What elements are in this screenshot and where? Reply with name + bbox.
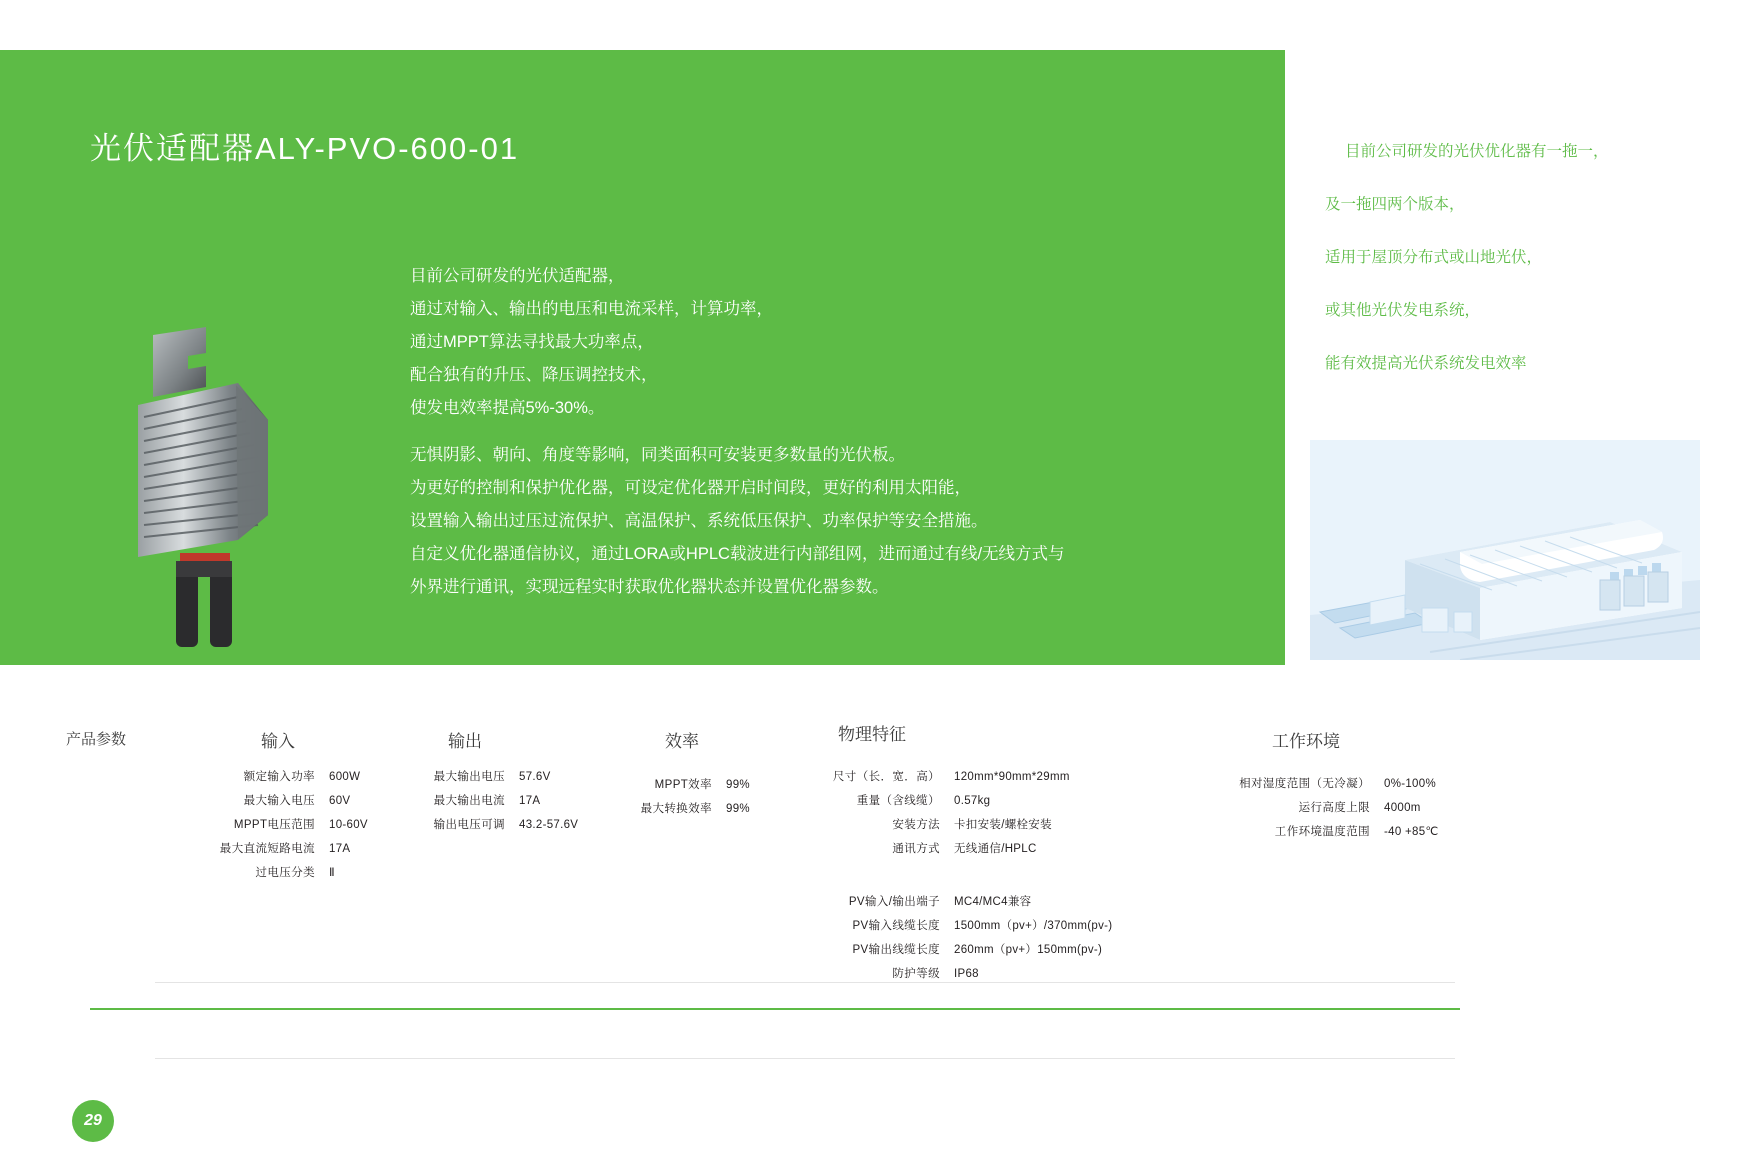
spec-key: 最大直流短路电流 xyxy=(219,843,315,855)
spec-key: 最大输入电压 xyxy=(243,795,315,807)
spec-rows-physical xyxy=(820,765,1154,861)
hero-description xyxy=(410,260,1210,604)
spec-group-title-physical: 物理特征 xyxy=(838,725,906,744)
spec-row xyxy=(612,797,806,821)
spec-key: 工作环境温度范围 xyxy=(1274,826,1370,838)
spec-key: MPPT效率 xyxy=(654,779,712,791)
spec-key: 防护等级 xyxy=(892,968,940,980)
hero-line: 通过MPPT算法寻找最大功率点， xyxy=(410,333,654,351)
page-number-badge: 29 xyxy=(72,1100,114,1142)
right-line: 能有效提高光伏系统发电效率 xyxy=(1325,355,1527,372)
spec-value: 99% xyxy=(726,779,750,791)
spec-group-title-environment: 工作环境 xyxy=(1272,732,1340,751)
spec-group-title-input: 输入 xyxy=(261,732,295,751)
application-scene-image xyxy=(1310,440,1700,660)
spec-section-label: 产品参数 xyxy=(66,731,127,748)
spec-value: 260mm（pv+）150mm(pv-) xyxy=(954,944,1103,956)
spec-row xyxy=(190,861,449,885)
spec-row xyxy=(1185,772,1524,796)
spec-key: PV输入线缆长度 xyxy=(852,920,940,932)
spec-row xyxy=(1185,796,1524,820)
spec-value: 120mm*90mm*29mm xyxy=(954,771,1070,783)
spec-value: 4000m xyxy=(1384,802,1421,814)
spec-row xyxy=(820,837,1154,861)
spec-row xyxy=(820,813,1154,837)
divider-light-top xyxy=(155,982,1455,983)
spec-row xyxy=(395,789,639,813)
spec-group-title-output: 输出 xyxy=(448,732,482,751)
right-line: 适用于屋顶分布式或山地光伏， xyxy=(1325,249,1543,266)
hero-line: 使发电效率提高5%-30%。 xyxy=(410,399,605,417)
hero-line: 配合独有的升压、降压调控技术， xyxy=(410,366,658,384)
hero-paragraph-2 xyxy=(410,439,1210,604)
spec-key: PV输入/输出端子 xyxy=(848,896,940,908)
hero-paragraph-1 xyxy=(410,260,1210,425)
spec-value: 0%-100% xyxy=(1384,778,1436,790)
spec-value: IP68 xyxy=(954,968,979,980)
spec-row xyxy=(820,914,1194,938)
spec-row xyxy=(395,765,639,789)
spec-value: 57.6V xyxy=(519,771,551,783)
hero-line: 设置输入输出过压过流保护、高温保护、系统低压保护、功率保护等安全措施。 xyxy=(410,512,988,530)
spec-key: MPPT电压范围 xyxy=(233,819,315,831)
spec-value: 无线通信/HPLC xyxy=(954,843,1037,855)
spec-row xyxy=(820,890,1194,914)
spec-value: 17A xyxy=(519,795,541,807)
spec-key: 相对湿度范围（无冷凝） xyxy=(1239,778,1370,790)
hero-line: 为更好的控制和保护优化器，可设定优化器开启时间段，更好的利用太阳能， xyxy=(410,479,971,497)
spec-row xyxy=(820,938,1194,962)
right-line: 或其他光伏发电系统， xyxy=(1325,302,1481,319)
spec-row xyxy=(612,773,806,797)
spec-value: 卡扣安装/螺栓安装 xyxy=(954,819,1052,831)
spec-key: 最大输出电压 xyxy=(433,771,505,783)
right-line: 目前公司研发的光伏优化器有一拖一， xyxy=(1345,143,1609,160)
spec-rows-physical-extra xyxy=(820,890,1194,986)
hero-line: 自定义优化器通信协议，通过LORA或HPLC载波进行内部组网，进而通过有线/无线方式与 xyxy=(410,545,1065,563)
spec-row xyxy=(1185,820,1524,844)
spec-value: Ⅱ xyxy=(329,867,335,879)
divider-light-bottom xyxy=(155,1058,1455,1059)
spec-value: 600W xyxy=(329,771,361,783)
spec-rows-output xyxy=(395,765,639,837)
spec-value: 17A xyxy=(329,843,351,855)
spec-key: 输出电压可调 xyxy=(433,819,505,831)
spec-key: 运行高度上限 xyxy=(1298,802,1370,814)
spec-value: 0.57kg xyxy=(954,795,991,807)
spec-value: -40 +85℃ xyxy=(1384,826,1439,838)
spec-key: 安装方法 xyxy=(892,819,940,831)
hero-line: 目前公司研发的光伏适配器， xyxy=(410,267,625,285)
spec-value: 99% xyxy=(726,803,750,815)
right-line: 及一拖四两个版本， xyxy=(1325,196,1465,213)
divider-green xyxy=(90,1008,1460,1010)
hero-panel xyxy=(0,50,1285,665)
hero-line: 无惧阴影、朝向、角度等影响，同类面积可安装更多数量的光伏板。 xyxy=(410,446,905,464)
right-description xyxy=(1325,125,1725,390)
spec-row xyxy=(395,813,639,837)
page-title: 光伏适配器ALY-PVO-600-01 xyxy=(90,131,520,166)
spec-key: 最大输出电流 xyxy=(433,795,505,807)
spec-value: 43.2-57.6V xyxy=(519,819,579,831)
hero-line: 外界进行通讯，实现远程实时获取优化器状态并设置优化器参数。 xyxy=(410,578,889,596)
spec-key: 通讯方式 xyxy=(892,843,940,855)
spec-group-title-efficiency: 效率 xyxy=(665,732,699,751)
spec-key: 最大转换效率 xyxy=(640,803,712,815)
spec-value: MC4/MC4兼容 xyxy=(954,896,1032,908)
spec-key: 尺寸（长．宽．高） xyxy=(832,771,940,783)
spec-value: 10-60V xyxy=(329,819,368,831)
spec-value: 1500mm（pv+）/370mm(pv-) xyxy=(954,920,1113,932)
spec-rows-efficiency xyxy=(612,773,806,821)
spec-row xyxy=(820,789,1154,813)
hero-line: 通过对输入、输出的电压和电流采样，计算功率， xyxy=(410,300,773,318)
spec-key: 重量（含线缆） xyxy=(856,795,940,807)
spec-key: PV输出线缆长度 xyxy=(852,944,940,956)
product-illustration xyxy=(118,325,308,665)
spec-row xyxy=(190,837,449,861)
spec-row xyxy=(820,765,1154,789)
spec-key: 额定输入功率 xyxy=(243,771,315,783)
spec-key: 过电压分类 xyxy=(255,867,315,879)
spec-rows-environment xyxy=(1185,772,1524,844)
spec-value: 60V xyxy=(329,795,351,807)
